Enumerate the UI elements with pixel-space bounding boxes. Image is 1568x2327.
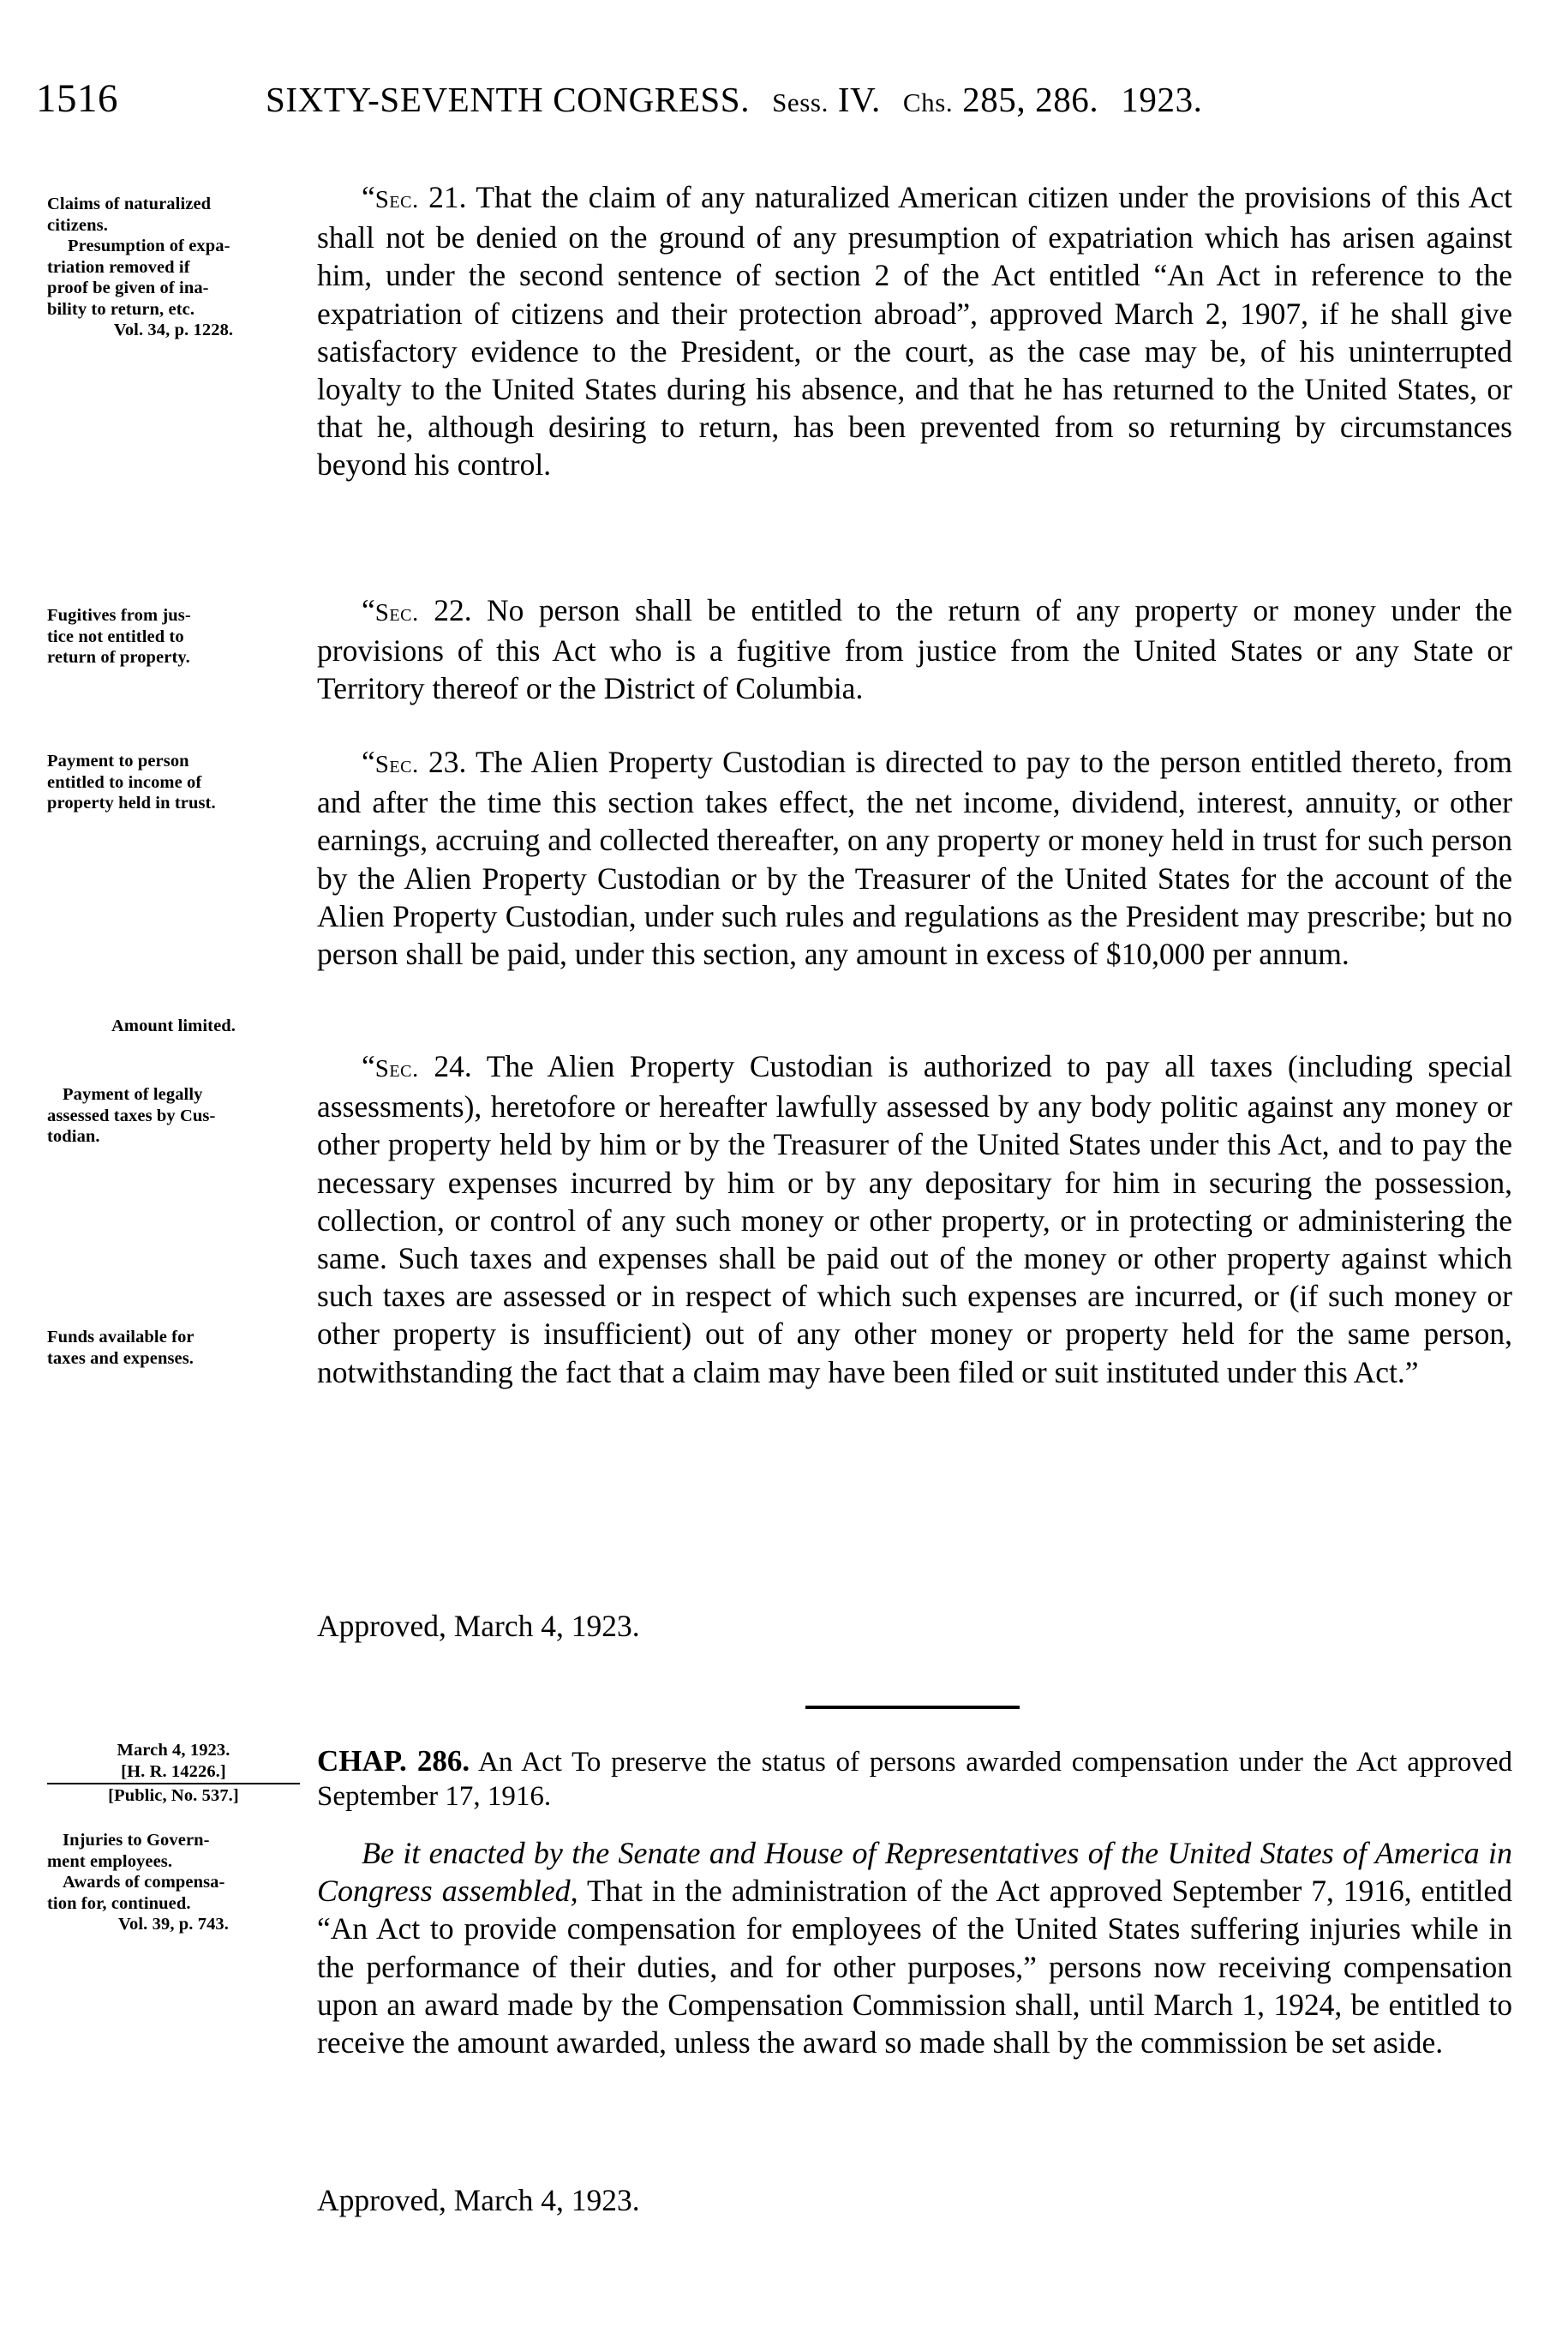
sidenote-payment-of-taxes — [47, 1084, 300, 1148]
sidenote-reference: Vol. 34, p. 1228. — [113, 321, 234, 339]
chapter-286-text: That in the administration of the Act approved September 7, 1916, entitled “An Act to provide compensation for employees of the United States suffering injuries while in the performance of their duties, and for other purposes,” persons now receiving compensation upon an award made by the Compensation Commission shall, until March 1, 1924, be entitled to receive the amount awarded, unless the award so made shall by the commission be set aside. — [317, 1874, 1513, 2060]
sidenote-bill-identifiers — [47, 1740, 300, 1807]
sidenote-line: ment employees. — [47, 1851, 173, 1871]
section-number: 23. — [428, 745, 467, 779]
sidenote-line: entitled to income of — [47, 772, 202, 792]
sidenote-line: triation removed if — [47, 257, 190, 277]
sidenote-fugitives-from-justice — [47, 605, 300, 669]
sidenote-funds-available — [47, 1327, 300, 1369]
sidenote-line: Payment of legally — [63, 1085, 203, 1104]
sidenote-line: taxes and expenses. — [47, 1348, 195, 1368]
sidenote-line: bility to return, etc. — [47, 299, 195, 319]
sidenote-injuries-government-employees — [47, 1830, 300, 1935]
sidenote-house-bill: [H. R. 14226.] — [121, 1761, 226, 1781]
sidenote-line: Funds available for — [47, 1328, 195, 1346]
header-session-label: Sess. — [772, 87, 829, 117]
sidenote-line: Presumption of expa- — [68, 237, 230, 255]
running-head — [0, 75, 1568, 127]
sidenote-line: Payment to person — [47, 752, 189, 771]
approved-line-285 — [317, 1607, 1512, 1645]
approved-text: Approved, March 4, 1923. — [317, 1609, 640, 1643]
section-body: No person shall be entitled to the return of any property or money under the provisions of this Act who is a fugitive from justice from the United States or any State or Territory thereof or the District of Columbia. — [317, 593, 1513, 706]
section-24-text: “Sec. 24. The Alien Property Custodian is authorized to pay all taxes (including special assessments), heretofore or hereafter lawfully assessed by any body politic against any money or other property held by him or by the Treasurer of the United States under this Act, and to pay the necessary expenses incurred by him or by any depositary for him in securing the possession, collection, or control of any such money or other property, or in protecting or administering the same. Such taxes and expenses shall be paid out of the money or other property against which such taxes are assessed or in respect of which such expenses are incurred, or (if such money or other property is insufficient) out of any other money or property held for the same person, notwithstanding the fact that a claim may have been filed or suit instituted under this Act.” — [317, 1049, 1513, 1389]
section-body: That the claim of any naturalized American citizen under the provisions of this Act shall not be denied on the ground of any presumption of expatriation which has arisen against him, under the second sentence of section 2 of the Act entitled “An Act in reference to the expatriation of citizens and their protection abroad”, approved March 2, 1907, if he shall give satisfactory evidence to the President, or the court, as the case may be, of his uninterrupted loyalty to the United States during his absence, and that he has returned to the United States, or that he, although desiring to return, has been prevented from so returning by circumstances beyond his control. — [317, 180, 1513, 483]
chapter-divider — [805, 1706, 1020, 1709]
chapter-286-head-text — [317, 1744, 1512, 1814]
section-marker: Sec. — [374, 1055, 419, 1083]
section-21-paragraph — [317, 178, 1512, 484]
sidenote-line: assessed taxes by Cus- — [47, 1106, 216, 1125]
chapter-286-head — [317, 1744, 1512, 1814]
sidenote-divider — [47, 1783, 300, 1784]
chapter-number: CHAP. 286. — [317, 1744, 470, 1778]
sidenote-line: return of property. — [47, 648, 190, 667]
sidenote-line: Fugitives from jus- — [47, 606, 191, 625]
sidenote-date: March 4, 1923. — [117, 1741, 230, 1760]
sidenote-line: tion for, continued. — [47, 1893, 191, 1913]
sidenote-line: Awards of compensa- — [63, 1873, 225, 1892]
section-number: 22. — [434, 593, 472, 627]
section-24-paragraph — [317, 1047, 1512, 1391]
approved-line-286 — [317, 2181, 1512, 2219]
sidenote-line: Amount limited. — [111, 1017, 236, 1035]
sidenote-line: citizens. — [47, 215, 108, 235]
sidenote-line: Claims of naturalized — [47, 195, 212, 213]
chapter-286-body — [317, 1834, 1512, 2061]
sidenote-claims-naturalized-citizens — [47, 194, 300, 341]
section-22-paragraph — [317, 591, 1512, 708]
enacting-clause: Be it enacted by the Senate and House of Representatives of the United States of America in Congress assembled, — [317, 1836, 1512, 1909]
header-session-num: IV. — [837, 80, 881, 119]
approved-text: Approved, March 4, 1923. — [317, 2183, 640, 2217]
sidenote-reference: Vol. 39, p. 743. — [118, 1915, 229, 1934]
section-23-text: “Sec. 23. The Alien Property Custodian is directed to pay to the person entitled thereto, from and after the time this section takes effect, the net income, dividend, interest, annuity, or other earnings, accruing and collected thereafter, on any property or money held in trust for such person by the Alien Property Custodian or by the Treasurer of the United States for the account of the Alien Property Custodian, under such rules and regulations as the President may prescribe; but no person shall be paid, under this section, any amount in excess of $10,000 per annum. — [317, 745, 1513, 972]
sidenote-line: Injuries to Govern- — [63, 1831, 210, 1850]
section-23-paragraph — [317, 743, 1512, 973]
sidenote-line: proof be given of ina- — [47, 279, 209, 297]
section-21-text: “Sec. 21. That the claim of any naturalized American citizen under the provisions of this Act shall not be denied on the ground of any presumption of expatriation which has arisen against him, under the second sentence of section 2 of the Act entitled “An Act in reference to the expatriation of citizens and their protection abroad”, approved March 2, 1907, if he shall give satisfactory evidence to the President, or the court, as the case may be, of his uninterrupted loyalty to the United States during his absence, and that he has returned to the United States, or that he, although desiring to return, has been prevented from so returning by circumstances beyond his control. — [317, 180, 1513, 483]
chapter-286-enacting-paragraph — [317, 1834, 1512, 2061]
section-marker: Sec. — [374, 599, 419, 627]
section-number: 21. — [428, 180, 467, 214]
section-22-text: “Sec. 22. No person shall be entitled to the return of any property or money under the provisions of this Act who is a fugitive from justice from the United States or any State or Territory thereof or the District of Columbia. — [317, 593, 1513, 706]
section-marker: Sec. — [374, 751, 419, 778]
sidenote-payment-to-person-entitled — [47, 751, 300, 814]
sidenote-line: todian. — [47, 1127, 100, 1146]
sidenote-amount-limited — [47, 1016, 300, 1037]
header-chapters: 285, 286. — [962, 80, 1099, 119]
header-title — [266, 79, 1203, 120]
sidenote-line: tice not entitled to — [47, 627, 184, 646]
section-number: 24. — [434, 1049, 472, 1083]
sidenote-line: property held in trust. — [47, 794, 216, 813]
sidenote-public-law: [Public, No. 537.] — [108, 1786, 239, 1805]
header-congress: SIXTY-SEVENTH CONGRESS. — [266, 80, 751, 119]
section-marker: Sec. — [374, 186, 419, 213]
section-body: The Alien Property Custodian is authorized to pay all taxes (including special assessments), heretofore or hereafter lawfully assessed by any body politic against any money or other property held by him or by the Treasurer of the United States under this Act, and to pay the necessary expenses incurred by him or by any depositary for him in securing the possession, collection, or control of any such money or other property, or in protecting or administering the same. Such taxes and expenses shall be paid out of the money or other property against which such taxes are assessed or in respect of which such expenses are incurred, or (if such money or other property is insufficient) out of any other money or property held for the same person, notwithstanding the fact that a claim may have been filed or suit instituted under this Act.” — [317, 1049, 1513, 1389]
section-body: The Alien Property Custodian is directed to pay to the person entitled thereto, from and after the time this section takes effect, the net income, dividend, interest, annuity, or other earnings, accruing and collected thereafter, on any property or money held in trust for such person by the Alien Property Custodian or by the Treasurer of the United States for the account of the Alien Property Custodian, under such rules and regulations as the President may prescribe; but no person shall be paid, under this section, any amount in excess of $10,000 per annum. — [317, 745, 1513, 972]
header-chapters-label: Chs. — [902, 87, 954, 117]
chapter-title: An Act To preserve the status of persons awarded compensation under the Act approved September 17, 1916. — [317, 1747, 1512, 1812]
header-year: 1923. — [1121, 80, 1203, 119]
page-number: 1516 — [36, 76, 118, 121]
